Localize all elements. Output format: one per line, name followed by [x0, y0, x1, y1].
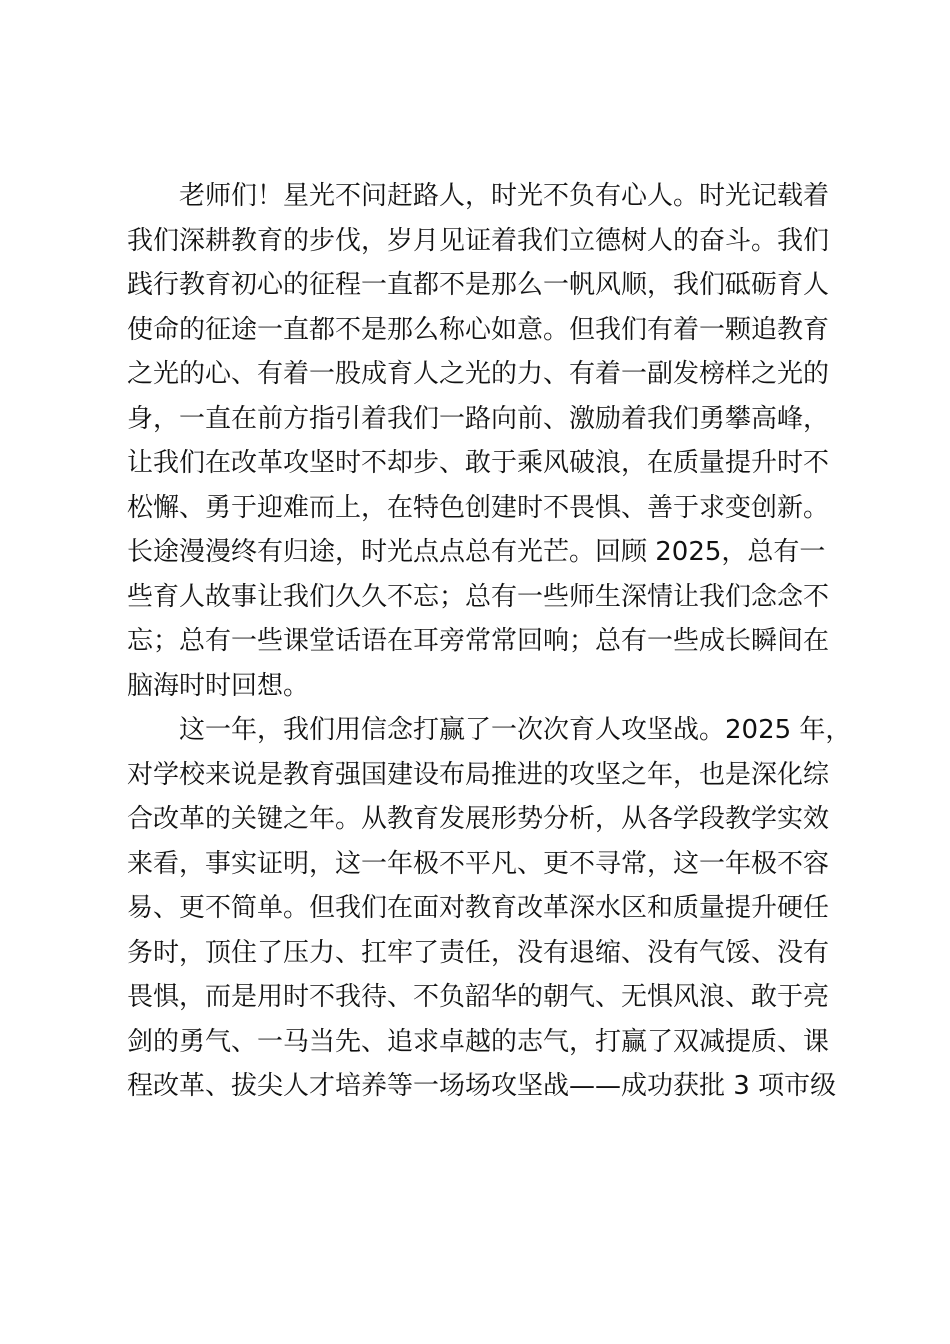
paragraph-line: 易、更不简单。但我们在面对教育改革深水区和质量提升硬任 — [127, 893, 830, 923]
paragraph-line: 老师们！星光不问赶路人，时光不负有心人。时光记载着 — [179, 181, 830, 211]
document-body — [127, 174, 852, 1109]
paragraph-line: 身，一直在前方指引着我们一路向前、激励着我们勇攀高峰， — [127, 403, 830, 434]
paragraph-line: 让我们在改革攻坚时不却步、敢于乘风破浪，在质量提升时不 — [127, 448, 830, 478]
paragraph-line: 忘；总有一些课堂话语在耳旁常常回响；总有一些成长瞬间在 — [127, 626, 830, 656]
paragraph-1 — [127, 174, 847, 708]
paragraph-line: 对学校来说是教育强国建设布局推进的攻坚之年，也是深化综 — [127, 759, 830, 790]
paragraph-line: 长途漫漫终有归途，时光点点总有光芒。回顾 2025，总有一 — [127, 537, 826, 567]
paragraph-line: 松懈、勇于迎难而上，在特色创建时不畏惧、善于求变创新。 — [127, 492, 830, 523]
paragraph-line: 使命的征途一直都不是那么称心如意。但我们有着一颗追教育 — [127, 314, 830, 345]
paragraph-line: 我们深耕教育的步伐，岁月见证着我们立德树人的奋斗。我们 — [127, 225, 830, 256]
paragraph-2 — [127, 708, 852, 1109]
paragraph-line: 剑的勇气、一马当先、追求卓越的志气，打赢了双减提质、课 — [127, 1026, 830, 1057]
paragraph-line: 畏惧，而是用时不我待、不负韶华的朝气、无惧风浪、敢于亮 — [127, 982, 830, 1012]
paragraph-line: 之光的心、有着一股成育人之光的力、有着一副发榜样之光的 — [127, 359, 830, 389]
paragraph-line: 践行教育初心的征程一直都不是那么一帆风顺，我们砥砺育人 — [127, 270, 830, 300]
paragraph-line: 务时，顶住了压力、扛牢了责任，没有退缩、没有气馁、没有 — [127, 937, 830, 968]
paragraph-line: 来看，事实证明，这一年极不平凡、更不寻常，这一年极不容 — [127, 848, 830, 879]
paragraph-line: 这一年，我们用信念打赢了一次次育人攻坚战。2025 年， — [179, 715, 852, 745]
paragraph-line: 程改革、拔尖人才培养等一场场攻坚战——成功获批 3 项市级 — [127, 1071, 837, 1101]
paragraph-line: 合改革的关键之年。从教育发展形势分析，从各学段教学实效 — [127, 804, 830, 834]
paragraph-line: 些育人故事让我们久久不忘；总有一些师生深情让我们念念不 — [127, 581, 830, 612]
paragraph-line: 脑海时时回想。 — [127, 670, 310, 701]
